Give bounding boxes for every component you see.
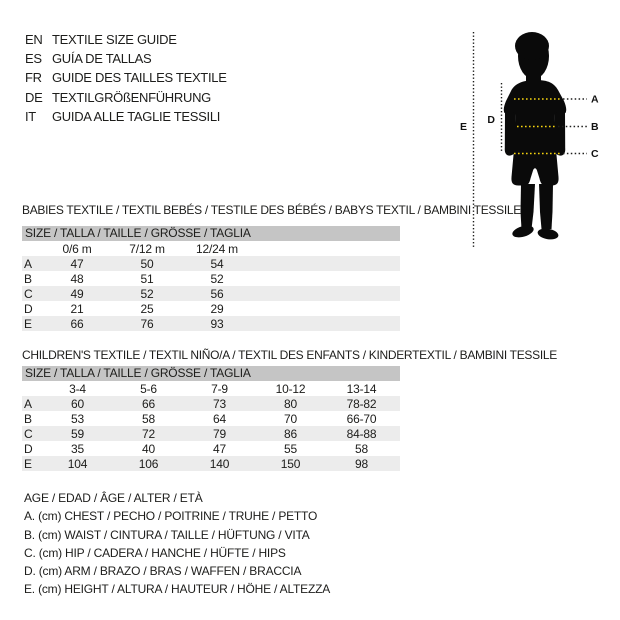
lang-row-de xyxy=(25,88,227,107)
measure-label-e: E xyxy=(459,121,467,133)
table-cell: 64 xyxy=(213,411,226,426)
children-column-header: 10-12 xyxy=(275,381,306,396)
legend-item-arm: D. (cm) ARM / BRAZO / BRAS / WAFFEN / BRACCIA xyxy=(24,564,302,579)
table-cell: 98 xyxy=(355,456,368,471)
table-cell: 47 xyxy=(213,441,226,456)
table-cell: 70 xyxy=(284,411,297,426)
table-cell: 52 xyxy=(210,271,224,286)
table-cell: 66 xyxy=(142,396,155,411)
table-cell: 78-82 xyxy=(346,396,377,411)
table-row xyxy=(22,256,400,271)
lang-title: GUIDA ALLE TAGLIE TESSILI xyxy=(52,108,221,124)
legend-item-height: E. (cm) HEIGHT / ALTURA / HAUTEUR / HÖHE / ALTEZZA xyxy=(24,582,331,597)
row-label: E xyxy=(24,456,32,471)
table-row xyxy=(22,426,400,441)
lang-row-fr xyxy=(25,68,227,87)
row-label: B xyxy=(24,271,32,286)
row-label: E xyxy=(24,316,32,331)
table-row xyxy=(22,456,400,471)
table-cell: 55 xyxy=(284,441,297,456)
lang-code: DE xyxy=(25,89,43,105)
lang-row-es xyxy=(25,49,227,68)
table-cell: 40 xyxy=(142,441,155,456)
table-row xyxy=(22,396,400,411)
children-column-header-row xyxy=(22,381,400,396)
lang-row-en xyxy=(25,30,227,49)
measure-label-a: A xyxy=(591,93,599,106)
legend-age-line: AGE / EDAD / ÂGE / ALTER / ETÀ xyxy=(24,491,203,505)
table-cell: 72 xyxy=(142,426,155,441)
lang-code: EN xyxy=(25,32,43,48)
table-cell: 60 xyxy=(71,396,84,411)
table-cell: 48 xyxy=(70,271,84,286)
table-cell: 49 xyxy=(70,286,84,301)
row-label: D xyxy=(24,301,33,316)
children-size-header-bar: SIZE / TALLA / TAILLE / GRÖSSE / TAGLIA xyxy=(22,366,400,381)
table-cell: 25 xyxy=(140,301,154,316)
table-cell: 51 xyxy=(140,271,154,286)
legend-item-waist: B. (cm) WAIST / CINTURA / TAILLE / HÜFTUNG / VITA xyxy=(24,527,310,542)
table-cell: 59 xyxy=(71,426,84,441)
lang-title: GUÍA DE TALLAS xyxy=(52,51,152,67)
measure-label-d: D xyxy=(487,114,495,126)
table-cell: 86 xyxy=(284,426,297,441)
children-column-header: 7-9 xyxy=(211,381,228,396)
babies-column-header: 12/24 m xyxy=(196,241,238,256)
babies-column-header: 0/6 m xyxy=(62,241,92,256)
legend-item-chest: A. (cm) CHEST / PECHO / POITRINE / TRUHE / PETTO xyxy=(24,509,318,524)
table-row xyxy=(22,271,400,286)
language-title-list xyxy=(25,30,227,126)
table-row xyxy=(22,316,400,331)
row-label: B xyxy=(24,411,32,426)
babies-section-title: BABIES TEXTILE / TEXTIL BEBÉS / TESTILE DES BÉBÉS / BABYS TEXTIL / BAMBINI TESSILE xyxy=(22,203,521,217)
measurement-figure xyxy=(440,0,620,256)
children-column-header: 13-14 xyxy=(346,381,377,396)
lang-code: IT xyxy=(25,108,36,124)
table-cell: 66 xyxy=(70,316,84,331)
table-cell: 84-88 xyxy=(346,426,377,441)
table-cell: 150 xyxy=(280,456,301,471)
children-size-table xyxy=(22,366,400,471)
table-cell: 50 xyxy=(140,256,154,271)
table-row xyxy=(22,301,400,316)
children-section-title: CHILDREN'S TEXTILE / TEXTIL NIÑO/A / TEXTIL DES ENFANTS / KINDERTEXTIL / BAMBINI TESSILE xyxy=(22,348,557,362)
legend-item-hip: C. (cm) HIP / CADERA / HANCHE / HÜFTE / HIPS xyxy=(24,545,286,560)
table-cell: 106 xyxy=(138,456,159,471)
table-row xyxy=(22,286,400,301)
table-cell: 140 xyxy=(209,456,230,471)
children-column-header: 3-4 xyxy=(69,381,86,396)
table-row xyxy=(22,441,400,456)
measurement-legend xyxy=(24,489,330,599)
measure-label-b: B xyxy=(591,121,599,133)
lang-code: FR xyxy=(25,70,42,86)
lang-title: TEXTILGRÖßENFÜHRUNG xyxy=(52,89,211,105)
lang-title: GUIDE DES TAILLES TEXTILE xyxy=(52,70,227,86)
babies-size-header-bar: SIZE / TALLA / TAILLE / GRÖSSE / TAGLIA xyxy=(22,226,400,241)
table-cell: 58 xyxy=(142,411,155,426)
lang-title: TEXTILE SIZE GUIDE xyxy=(52,32,177,48)
row-label: A xyxy=(24,256,32,271)
table-cell: 21 xyxy=(70,301,84,316)
table-cell: 104 xyxy=(67,456,88,471)
babies-size-table xyxy=(22,226,400,331)
row-label: A xyxy=(24,396,32,411)
lang-code: ES xyxy=(25,51,42,67)
table-cell: 29 xyxy=(210,301,224,316)
row-label: C xyxy=(24,286,33,301)
table-cell: 56 xyxy=(210,286,224,301)
table-cell: 76 xyxy=(140,316,154,331)
measure-label-c: C xyxy=(591,148,599,160)
lang-row-it xyxy=(25,107,227,126)
table-cell: 80 xyxy=(284,396,297,411)
row-label: C xyxy=(24,426,33,441)
table-cell: 47 xyxy=(70,256,84,271)
table-cell: 52 xyxy=(140,286,154,301)
table-cell: 73 xyxy=(213,396,226,411)
babies-column-header-row xyxy=(22,241,400,256)
table-cell: 79 xyxy=(213,426,226,441)
children-column-header: 5-6 xyxy=(140,381,157,396)
table-row xyxy=(22,411,400,426)
table-cell: 58 xyxy=(355,441,368,456)
table-cell: 54 xyxy=(210,256,224,271)
babies-column-header: 7/12 m xyxy=(129,241,165,256)
row-label: D xyxy=(24,441,33,456)
table-cell: 35 xyxy=(71,441,84,456)
table-cell: 66-70 xyxy=(346,411,377,426)
table-cell: 93 xyxy=(210,316,224,331)
table-cell: 53 xyxy=(71,411,84,426)
